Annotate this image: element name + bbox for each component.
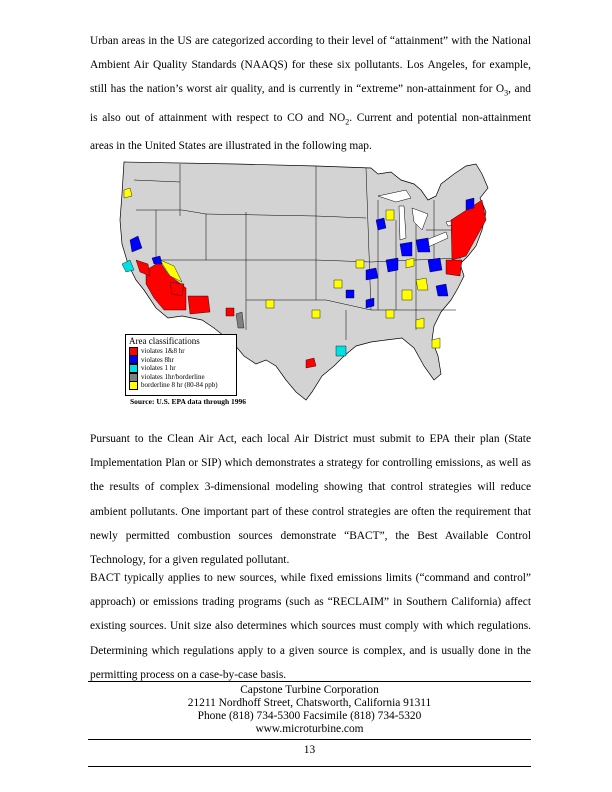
legend-label: violates 1 hr <box>141 364 176 373</box>
legend-item <box>129 373 236 382</box>
page-footer <box>88 684 531 736</box>
footer-divider-bottom <box>88 766 531 767</box>
footer-company: Capstone Turbine Corporation <box>240 684 379 696</box>
footer-website: www.microturbine.com <box>255 723 364 735</box>
legend-item <box>129 347 236 356</box>
legend-title: Area classifications <box>129 336 200 346</box>
legend-label: violates 1&8 hr <box>141 347 185 355</box>
legend-label: borderline 8 hr (80-84 ppb) <box>141 381 218 390</box>
para1-text-b: , and is also out of attainment with respect to CO and NO <box>90 83 531 124</box>
legend-item <box>129 364 236 373</box>
footer-address: 21211 Nordhoff Street, Chatsworth, California 91311 <box>187 697 432 709</box>
footer-divider-middle <box>88 739 531 740</box>
legend-label: violates 1hr/borderline <box>141 372 205 381</box>
para1-text-a: Urban areas in the US are categorized according to their level of “attainment” with the National Ambient Air Quality Standards (NAAQS) for these six pollutants. Los Angeles, for example, still has the nation’s worst air quality, and is currently in “extreme” non-attainment for O <box>90 35 531 96</box>
map-source-caption: Source: U.S. EPA data through 1996 <box>130 397 247 406</box>
legend-item <box>129 356 236 365</box>
sip-paragraph: Pursuant to the Clean Air Act, each local Air District must submit to EPA their plan (State Implementation Plan or SIP) which demonstrates a strategy for controlling emissions, as well as the results of complex 3-dimensional modeling showing that control strategies will reduce ambient pollutants. One important part of these control strategies are often the requirement that newly permitted combustion sources demonstrate “BACT”, the Best Available Control Technology, for a given regulated pollutant. <box>90 433 531 567</box>
intro-paragraph <box>90 29 531 159</box>
ozone-subscript: 3 <box>504 88 509 98</box>
map-legend <box>125 334 237 396</box>
legend-label: violates 8hr <box>141 355 174 364</box>
bact-paragraph: BACT typically applies to new sources, while fixed emissions limits (“command and control” approach) or emissions trading programs (such as “RECLAIM” in Southern California) affect existing sources. Unit size also determines which sources must comply with which regulations. Determining which regulations apply to a given source is complex, and is usually done in the permitting process on a case-by-case basis. <box>90 572 531 681</box>
para1-text-c: . Current and potential non-attainment areas in the United States are illustrated in the following map. <box>90 111 531 153</box>
footer-phone: Phone (818) 734-5300 Facsimile (818) 734-5320 <box>197 710 422 722</box>
page-number: 13 <box>303 744 316 756</box>
legend-swatch-yellow <box>129 381 138 390</box>
footer-divider-top <box>88 681 531 682</box>
legend-item <box>129 381 236 390</box>
no2-subscript: 2 <box>345 117 350 127</box>
